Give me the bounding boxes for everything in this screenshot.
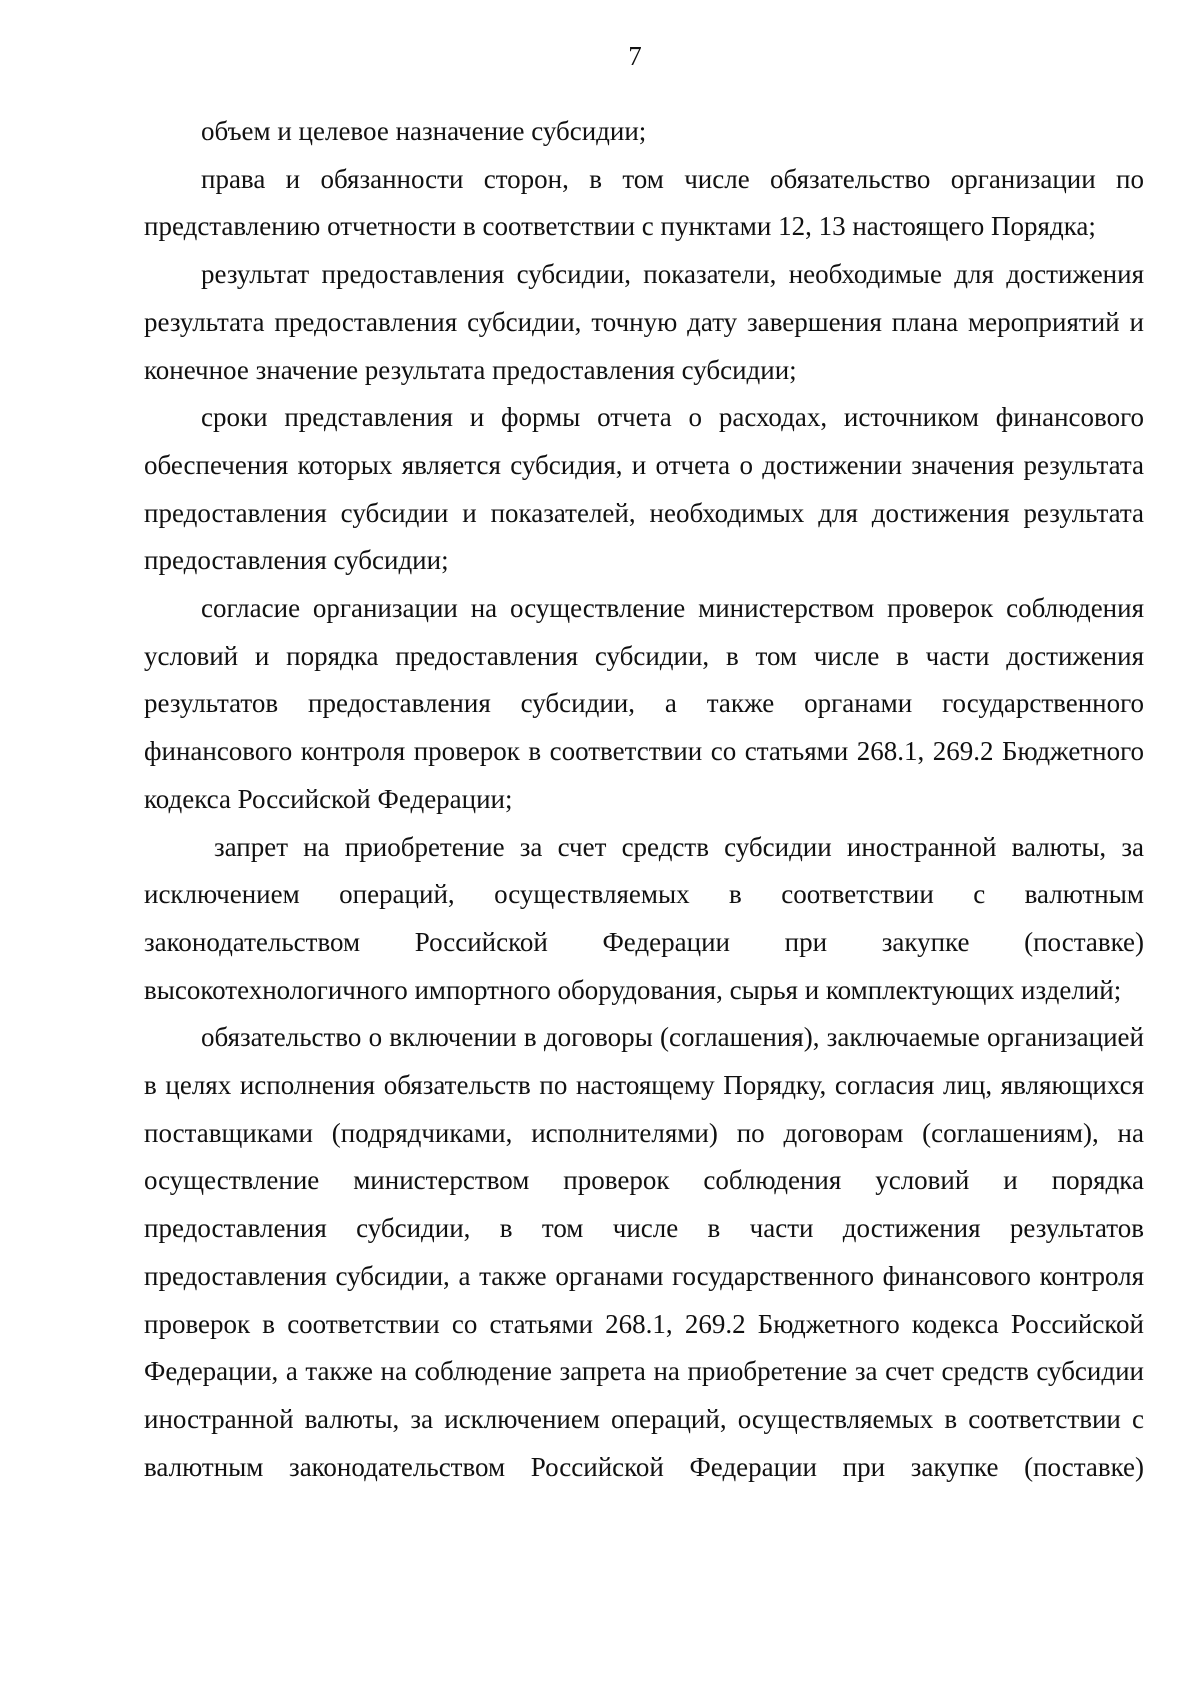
paragraph-rights-obligations: права и обязанности сторон, в том числе обязательство организации по представлению отчетности в соответствии с пунктами 12, 13 настоящего Порядка; [144,163,1144,242]
paragraph-subsidy-volume: объем и целевое назначение субсидии; [201,116,647,146]
paragraph-contract-obligation: обязательство о включении в договоры (соглашения), заключаемые организацией в целях исполнения обязательств по настоящему Порядку, согласия лиц, являющихся поставщиками (подрядчиками, исполнителями) по договорам (соглашениям), на осуществление министерством проверок соблюдения условий и порядка предоставления субсидии, в том числе в части достижения результатов предоставления субсидии, а также органами государственного финансового контроля проверок в соответствии со статьями 268.1, 269.2 Бюджетного кодекса Российской Федерации, а также на соблюдение запрета на приобретение за счет средств субсидии иностранной валюты, за исключением операций, осуществляемых в соответствии с валютным законодательством Российской Федерации при закупке (поставке) [144,1022,1144,1482]
paragraph-reporting-terms: сроки представления и формы отчета о расходах, источником финансового обеспечения которых является субсидия, и отчета о достижении значения результата предоставления субсидии и показателей, необходимых для достижения результата предоставления субсидии; [144,402,1144,576]
document-body [144,108,1144,1491]
paragraph-inspection-consent: согласие организации на осуществление министерством проверок соблюдения условий и порядка предоставления субсидии, в том числе в части достижения результатов предоставления субсидии, а также органами государственного финансового контроля проверок в соответствии со статьями 268.1, 269.2 Бюджетного кодекса Российской Федерации; [144,593,1144,814]
paragraph-currency-ban: запрет на приобретение за счет средств субсидии иностранной валюты, за исключением операций, осуществляемых в соответствии с валютным законодательством Российской Федерации при закупке (поставке) высокотехнологичного импортного оборудования, сырья и комплектующих изделий; [144,831,1144,1005]
paragraph-result-indicators: результат предоставления субсидии, показатели, необходимые для достижения результата предоставления субсидии, точную дату завершения плана мероприятий и конечное значение результата предоставления субсидии; [144,259,1144,385]
page-number: 7 [628,41,642,71]
